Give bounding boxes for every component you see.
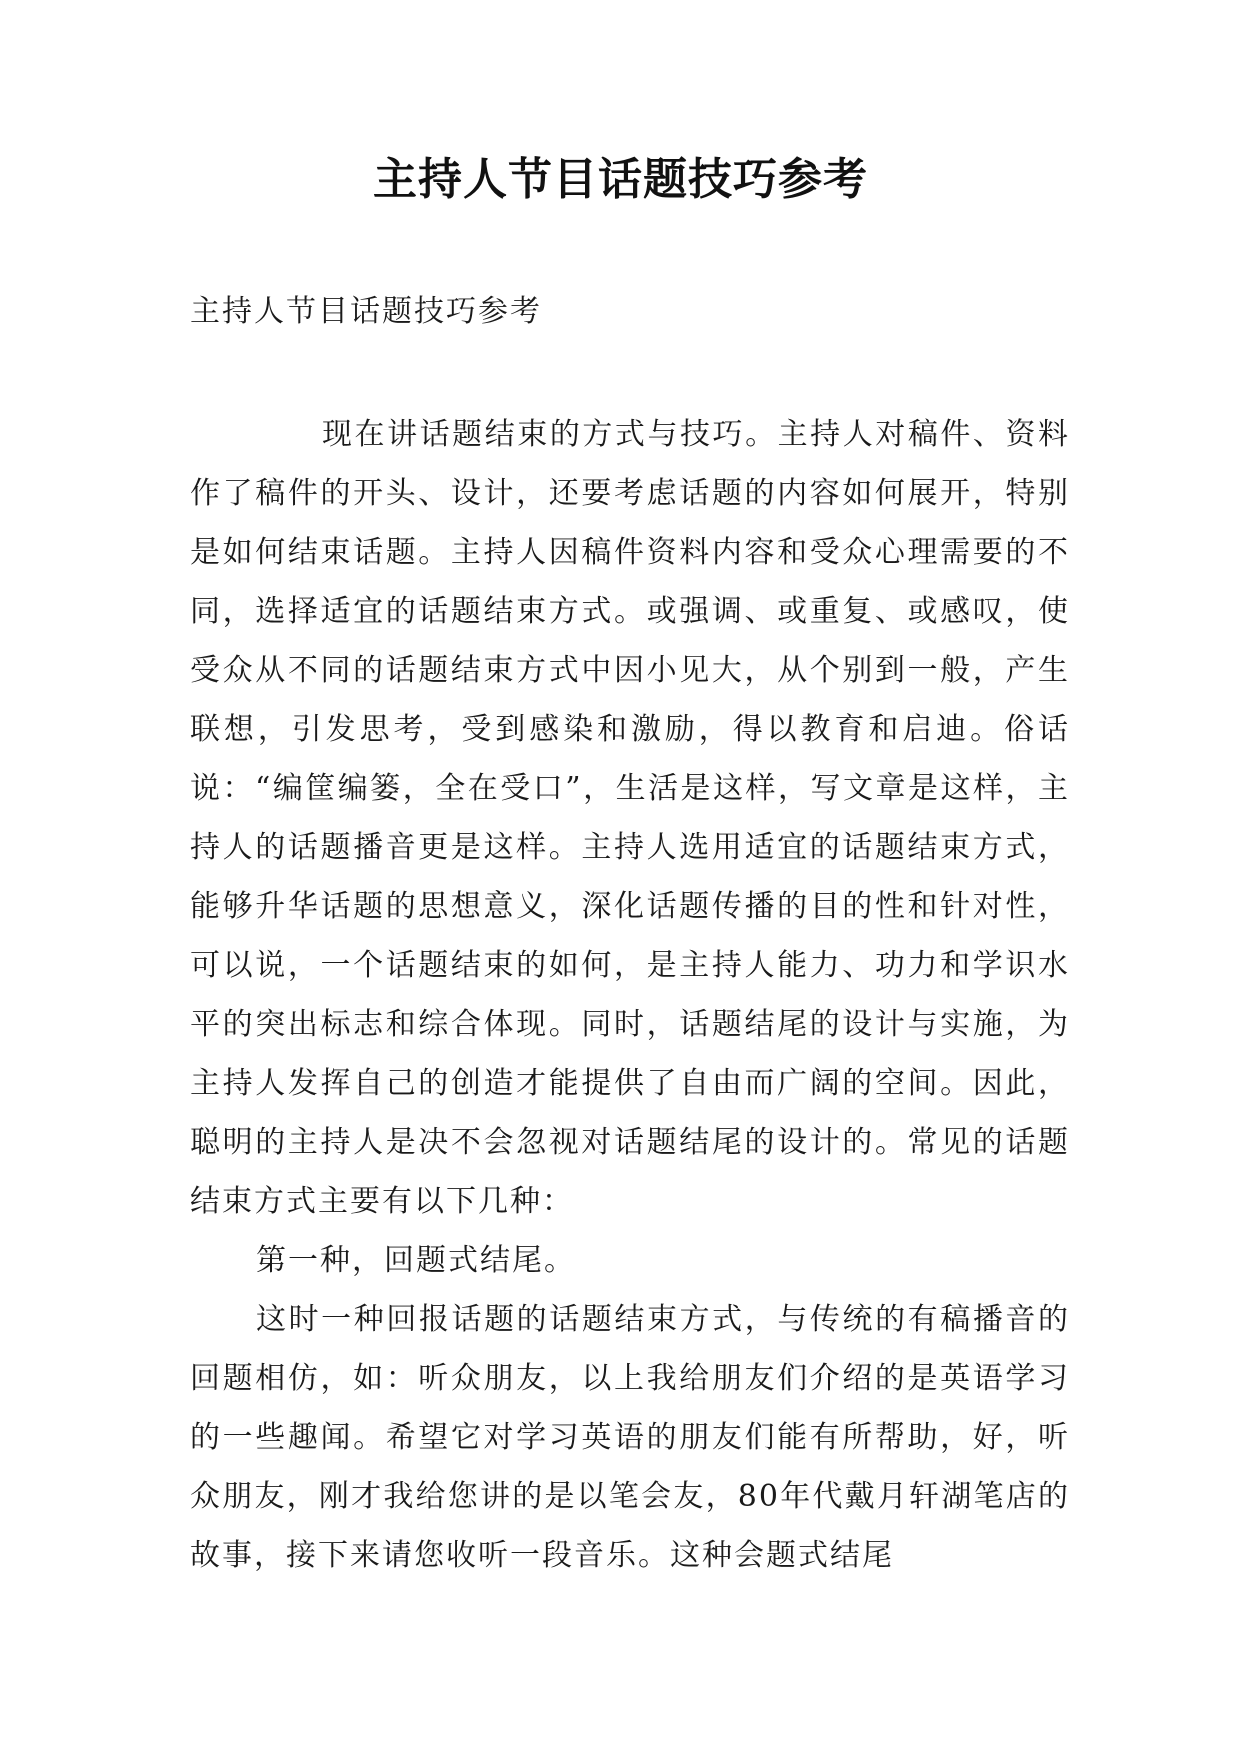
body-paragraph: 这时一种回报话题的话题结束方式，与传统的有稿播音的回题相仿，如：听众朋友，以上我给朋友们介绍的是英语学习的一些趣闻。希望它对学习英语的朋友们能有所帮助，好，听众朋友，刚才我给您讲的是以笔会友，80年代戴月轩湖笔店的故事，接下来请您收听一段音乐。这种会题式结尾 <box>190 1302 1070 1573</box>
body-paragraph: 现在讲话题结束的方式与技巧。主持人对稿件、资料作了稿件的开头、设计，还要考虑话题的内容如何展开，特别是如何结束话题。主持人因稿件资料内容和受众心理需要的不同，选择适宜的话题结束方式。或强调、或重复、或感叹，使受众从不同的话题结束方式中因小见大，从个别到一般，产生联想，引发思考，受到感染和激励，得以教育和启迪。俗话说：“编筐编篓，全在受口”，生活是这样，写文章是这样，主持人的话题播音更是这样。主持人选用适宜的话题结束方式，能够升华话题的思想意义，深化话题传播的目的性和针对性，可以说，一个话题结束的如何，是主持人能力、功力和学识水平的突出标志和综合体现。同时，话题结尾的设计与实施，为主持人发挥自己的创造才能提供了自由而广阔的空间。因此，聪明的主持人是决不会忽视对话题结尾的设计的。常见的话题结束方式主要有以下几种： <box>190 417 1070 1219</box>
document-subtitle: 主持人节目话题技巧参考 <box>190 294 542 329</box>
document-body <box>190 405 1070 1585</box>
body-paragraph: 第一种，回题式结尾。 <box>256 1243 576 1278</box>
document-title: 主持人节目话题技巧参考 <box>373 154 868 205</box>
